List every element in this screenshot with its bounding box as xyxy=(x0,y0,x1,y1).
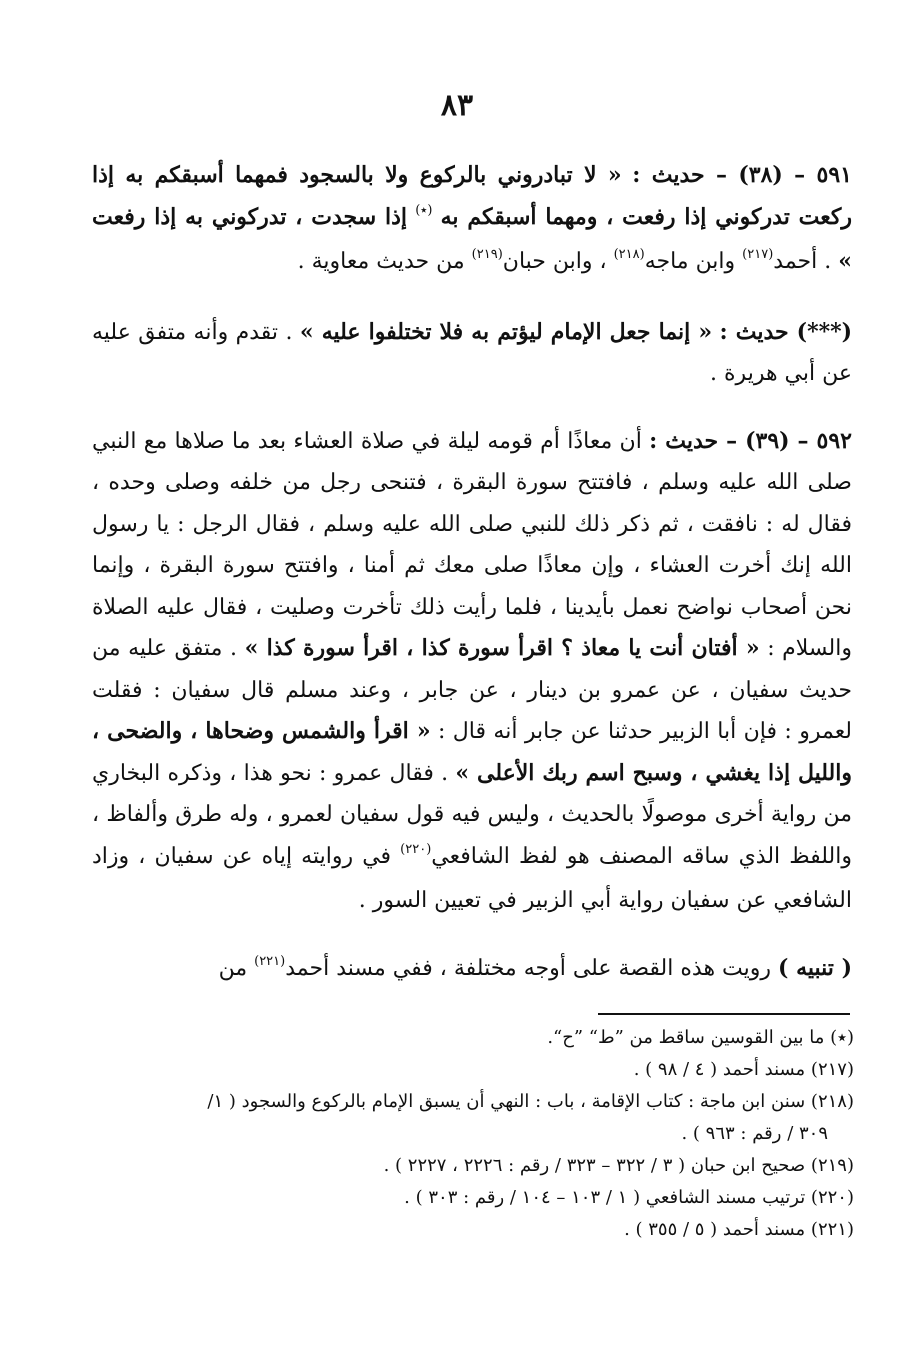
footnote-220: (٢٢٠) ترتيب مسند الشافعي ( ١ / ١٠٣ – ١٠٤ / رقم : ٣٠٣ ) . xyxy=(404,1187,854,1208)
footnote-218: (٢١٨) سنن ابن ماجة : كتاب الإقامة ، باب : النهي أن يسبق الإمام بالركوع والسجود ( ١/ xyxy=(207,1091,854,1112)
hadith-quote: « لا تبادروني بالركوع ولا بالسجود فمهما أسبقكم به إذا ركعت تدركوني إذا رفعت ، ومهما أسبقكم به xyxy=(92,162,852,230)
footnote-star: (٭) ما بين القوسين ساقط من ”ط“ ”ح“. xyxy=(547,1027,854,1048)
footnote-219: (٢١٩) صحيح ابن حبان ( ٣ / ٣٢٢ – ٣٢٣ / رقم : ٢٢٢٦ ، ٢٢٢٧ ) . xyxy=(383,1155,854,1176)
footnotes xyxy=(60,1022,854,1246)
body-text: . أحمد xyxy=(773,249,832,274)
hadith-quote: إذا سجدت ، تدركوني به إذا رفعت » xyxy=(92,203,852,274)
body-text: . فقال عمرو : نحو هذا ، وذكره البخاري من رواية أخرى موصولًا بالحديث ، وليس فيه قول سفيان لعمرو ، وله طرق وألفاظ ، واللفظ الذي ساقه المصنف هو لفظ الشافعي xyxy=(92,760,852,869)
body-text: من xyxy=(218,955,248,981)
page-number: ٨٣ xyxy=(440,88,474,123)
hadith-label: (***) حديث : xyxy=(719,318,852,345)
footnote-divider xyxy=(598,1013,850,1015)
footnote-ref: (٢١٨) xyxy=(613,247,645,262)
body-text: في روايته إياه عن سفيان ، وزاد الشافعي عن سفيان رواية أبي الزبير في تعيين السور . xyxy=(92,843,852,913)
body-text: . متفق عليه من حديث سفيان ، عن عمرو بن دينار ، عن جابر ، وعند مسلم قال سفيان : فقلت لعمرو : فإن أبا الزبير حدثنا عن جابر أنه قال : xyxy=(92,636,853,744)
footnote-221: (٢٢١) مسند أحمد ( ٥ / ٣٥٥ ) . xyxy=(624,1219,854,1240)
tanbih-label: ( تنبيه ) xyxy=(778,954,852,981)
hadith-quote: « إنما جعل الإمام ليؤتم به فلا تختلفوا عليه » xyxy=(299,318,713,345)
body-text: . تقدم وأنه متفق عليه عن أبي هريرة . xyxy=(92,319,852,386)
footnote-218-continued: ٣٠٩ / رقم : ٩٦٣ ) . xyxy=(681,1123,828,1144)
hadith-592-paragraph xyxy=(92,421,852,922)
footnote-ref: (٢٢٠) xyxy=(400,841,432,857)
body-text: وابن ماجه xyxy=(644,249,736,274)
body-text: ، وابن حبان xyxy=(502,249,607,274)
hadith-number: ٥٩١ – (٣٨) – حديث : xyxy=(632,162,852,188)
hadith-591-paragraph xyxy=(92,155,852,286)
footnote-ref: (٭) xyxy=(415,202,433,218)
footnote-ref: (٢١٧) xyxy=(742,247,774,262)
hadith-quote: « أفتان أنت يا معاذ ؟ اقرأ سورة كذا ، اقرأ سورة كذا » xyxy=(244,635,760,661)
footnote-217: (٢١٧) مسند أحمد ( ٤ / ٩٨ ) . xyxy=(633,1059,854,1080)
body-text: أن معاذًا أم قومه ليلة في صلاة العشاء بعد ما صلاها مع النبي صلى الله عليه وسلم ، فافتتح سورة البقرة ، فتنحى رجل من خلفه وصلى وحده ، فقال له : نافقت ، ثم ذكر ذلك للنبي صلى الله عليه وسلم ، فقال الرجل : يا رسول الله إنك أخرت العشاء ، وإن معاذًا صلى معك ثم أمنا ، وافتتح سورة البقرة ، وإنما نحن أصحاب نواضح نعمل بأيدينا ، فلما رأيت ذلك تأخرت وصليت ، فقال عليه الصلاة والسلام : xyxy=(92,428,852,661)
body-text: رويت هذه القصة على أوجه مختلفة ، ففي مسند أحمد xyxy=(285,955,772,981)
footnote-ref: (٢١٩) xyxy=(471,247,503,262)
footnote-ref: (٢٢١) xyxy=(254,953,286,969)
tanbih-paragraph xyxy=(92,948,852,993)
body-text: من حديث معاوية . xyxy=(297,249,465,274)
hadith-number: ٥٩٢ – (٣٩) – حديث : xyxy=(649,427,852,454)
hadith-star-paragraph xyxy=(92,312,852,395)
main-text xyxy=(92,155,852,992)
hadith-quote: « اقرأ والشمس وضحاها ، والضحى ، والليل إذا يغشي ، وسبح اسم ربك الأعلى » xyxy=(92,718,852,786)
